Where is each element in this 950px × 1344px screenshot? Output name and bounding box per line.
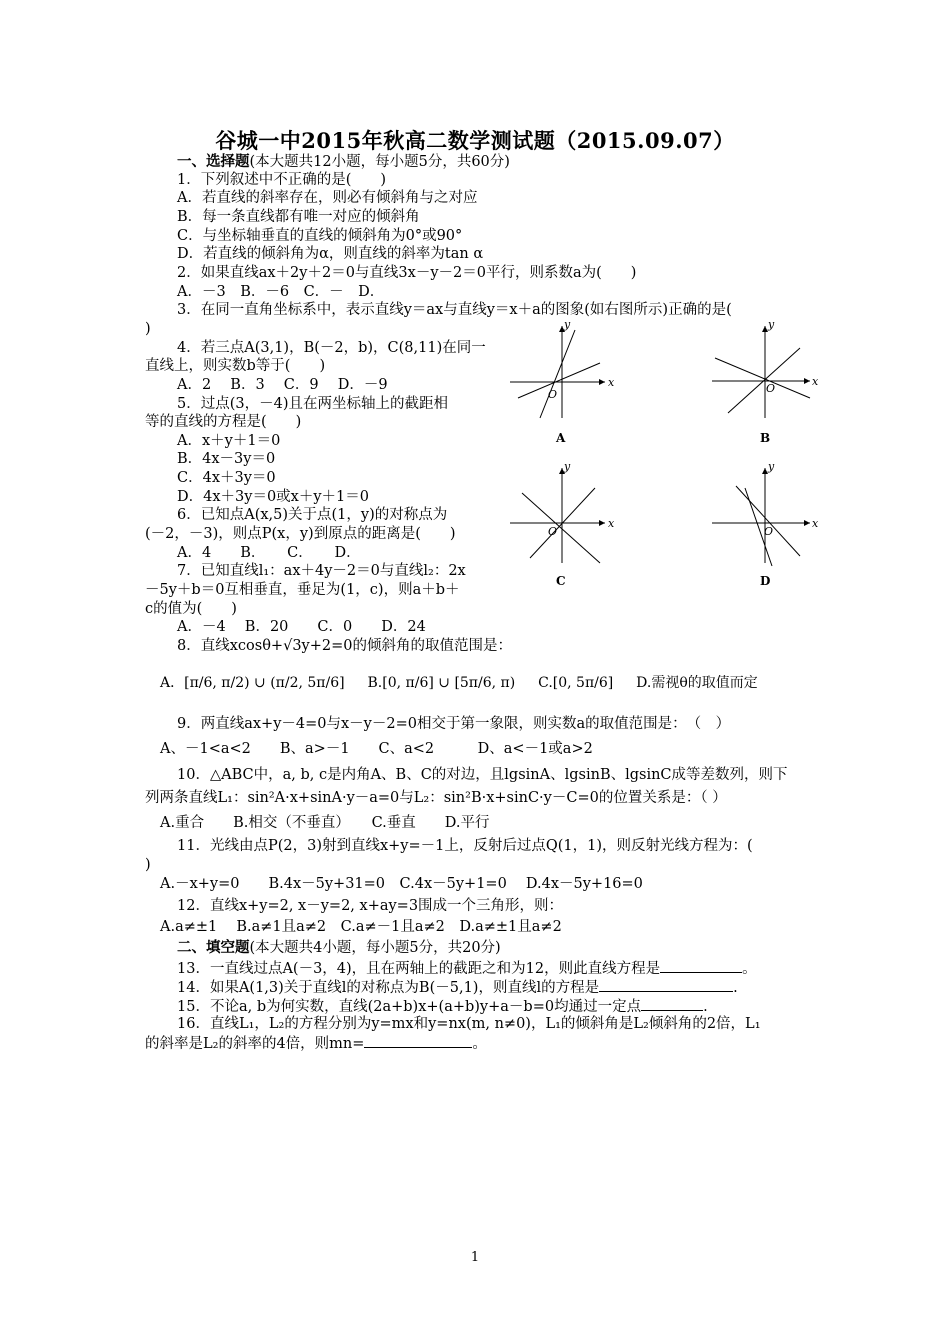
q5-line-2: 等的直线的方程是( ): [145, 414, 302, 430]
q15-answer-blank[interactable]: [641, 996, 703, 1011]
origin-label: O: [548, 388, 558, 401]
q6-line-1: 6．已知点A(x,5)关于点(1，y)的对称点为: [177, 507, 448, 523]
q1-option-d: D．若直线的倾斜角为α，则直线的斜率为tan α: [177, 246, 484, 262]
q10-line-1: 10．△ABC中，a, b, c是内角A、B、C的对边，且lgsinA、lgsinB、lgsinC成等差数列，则下: [177, 767, 788, 783]
q3-stem-cont: ): [145, 321, 151, 337]
q14-answer-blank[interactable]: [599, 977, 733, 992]
q16-line-2: 的斜率是L₂的斜率的4倍，则mn= 。: [145, 1033, 487, 1053]
q9-options: A、－1<a<2 B、a>－1 C、a<2 D、a<－1或a>2: [160, 741, 593, 757]
q8-option-d: D.需视θ的取值而定: [636, 675, 758, 691]
q8-option-b: B.[0, π/6] ∪ [5π/6, π): [367, 675, 516, 691]
q1-stem: 1．下列叙述中不正确的是( ): [177, 172, 387, 188]
axis-y-label: y: [564, 460, 571, 473]
section-1-header: 一、选择题(本大题共12小题，每小题5分，共60分): [177, 153, 510, 170]
exam-title: 谷城一中2015年秋高二数学测试题（2015.09.07）: [215, 128, 735, 153]
figure-panel-d: [712, 460, 819, 588]
q15-stem: 15．不论a, b为何实数，直线(2a+b)x+(a+b)y+a－b=0均通过一定点 .: [177, 996, 708, 1016]
axis-x-label: x: [812, 517, 819, 530]
figure-panel-b: [712, 318, 819, 445]
q1-option-a: A．若直线的斜率存在，则必有倾斜角与之对应: [177, 190, 478, 206]
panel-label-a: A: [556, 431, 566, 445]
axis-y-label: y: [768, 318, 775, 331]
q5-option-a: A．x＋y＋1＝0: [177, 433, 281, 449]
panel-label-c: C: [556, 574, 566, 588]
origin-label: O: [548, 525, 558, 538]
q7-line-3: c的值为( ): [145, 601, 237, 617]
q4-options: A．2 B．3 C．9 D．－9: [177, 377, 388, 393]
q5-option-c: C．4x＋3y＝0: [177, 470, 276, 486]
q13-stem: 13．一直线过点A(－3，4)，且在两轴上的截距之和为12，则此直线方程是 。: [177, 958, 757, 978]
q3-stem: 3．在同一直角坐标系中，表示直线y＝ax与直线y＝x＋a的图象(如右图所示)正确的是(: [177, 302, 732, 318]
q7-line-2: －5y＋b＝0互相垂直，垂足为(1，c)，则a＋b＋: [145, 582, 460, 598]
q2-options: A．－3 B．－6 C．－ D．: [177, 284, 385, 300]
section-2-header: 二、填空题(本大题共4小题，每小题5分，共20分): [177, 939, 501, 956]
q8-option-c: C.[0, 5π/6]: [538, 675, 614, 691]
q9-stem: 9．两直线ax+y－4=0与x－y－2=0相交于第一象限，则实数a的取值范围是： （ ）: [177, 716, 731, 732]
origin-label: O: [764, 525, 774, 538]
q11-stem-cont: ): [145, 857, 151, 873]
origin-label: O: [766, 382, 776, 395]
q10-line-2: 列两条直线L₁：sin²A·x+sinA·y－a=0与L₂：sin²B·x+sinC·y－C=0的位置关系是：（ ）: [145, 790, 727, 806]
q5-option-b: B．4x－3y＝0: [177, 451, 276, 467]
q11-stem: 11．光线由点P(2，3)射到直线x+y=－1上，反射后过点Q(1，1)，则反射光线方程为：(: [177, 838, 753, 854]
q2-stem: 2．如果直线ax＋2y＋2＝0与直线3x－y－2＝0平行，则系数a为( ): [177, 265, 637, 281]
axis-y-label: y: [564, 318, 571, 331]
panel-label-b: B: [760, 431, 771, 445]
q6-line-2: (－2，－3)，则点P(x，y)到原点的距离是( ): [145, 526, 456, 542]
axis-x-label: x: [812, 375, 819, 388]
q1-option-b: B．每一条直线都有唯一对应的倾斜角: [177, 209, 420, 225]
q8-option-a: A．[π/6, π/2) ∪ (π/2, 5π/6]: [160, 675, 345, 691]
q12-options: A.a≠±1 B.a≠1且a≠2 C.a≠－1且a≠2 D.a≠±1且a≠2: [160, 919, 562, 935]
q10-options: A.重合 B.相交（不垂直） C.垂直 D.平行: [160, 815, 490, 831]
q16-answer-blank[interactable]: [364, 1033, 472, 1048]
figure-panel-a: [510, 318, 615, 445]
page-number: 1: [470, 1250, 480, 1265]
q7-options: A．－4 B．20 C．0 D．24: [177, 619, 426, 635]
axis-y-label: y: [768, 460, 775, 473]
q16-line-1: 16．直线L₁，L₂的方程分别为y=mx和y=nx(m, n≠0)，L₁的倾斜角是L₂倾斜角的2倍，L₁: [177, 1016, 761, 1032]
panel-label-d: D: [760, 574, 771, 588]
q14-stem: 14．如果A(1,3)关于直线l的对称点为B(－5,1)，则直线l的方程是 .: [177, 977, 738, 997]
q13-answer-blank[interactable]: [660, 958, 742, 973]
q11-options: A.－x+y=0 B.4x－5y+31=0 C.4x－5y+1=0 D.4x－5y+16=0: [160, 876, 643, 892]
q3-figure: [500, 318, 830, 593]
q8-stem: 8．直线xcosθ+√3y+2=0的倾斜角的取值范围是：: [177, 638, 512, 654]
q4-line-2: 直线上，则实数b等于( ): [145, 358, 326, 374]
q8-options: [160, 674, 758, 692]
axis-x-label: x: [608, 517, 615, 530]
q5-line-1: 5．过点(3，－4)且在两坐标轴上的截距相: [177, 396, 448, 412]
figure-panel-c: [510, 460, 615, 588]
q6-options: A．4 B． C． D．: [177, 545, 361, 561]
q12-stem: 12．直线x+y=2, x－y=2, x+ay=3围成一个三角形，则：: [177, 898, 564, 914]
q1-option-c: C．与坐标轴垂直的直线的倾斜角为0°或90°: [177, 228, 463, 244]
q4-line-1: 4．若三点A(3,1)，B(－2，b)，C(8,11)在同一: [177, 340, 486, 356]
q7-line-1: 7．已知直线l₁：ax＋4y－2＝0与直线l₂：2x: [177, 563, 466, 579]
q5-option-d: D．4x＋3y＝0或x＋y＋1＝0: [177, 489, 369, 505]
axis-x-label: x: [608, 376, 615, 389]
